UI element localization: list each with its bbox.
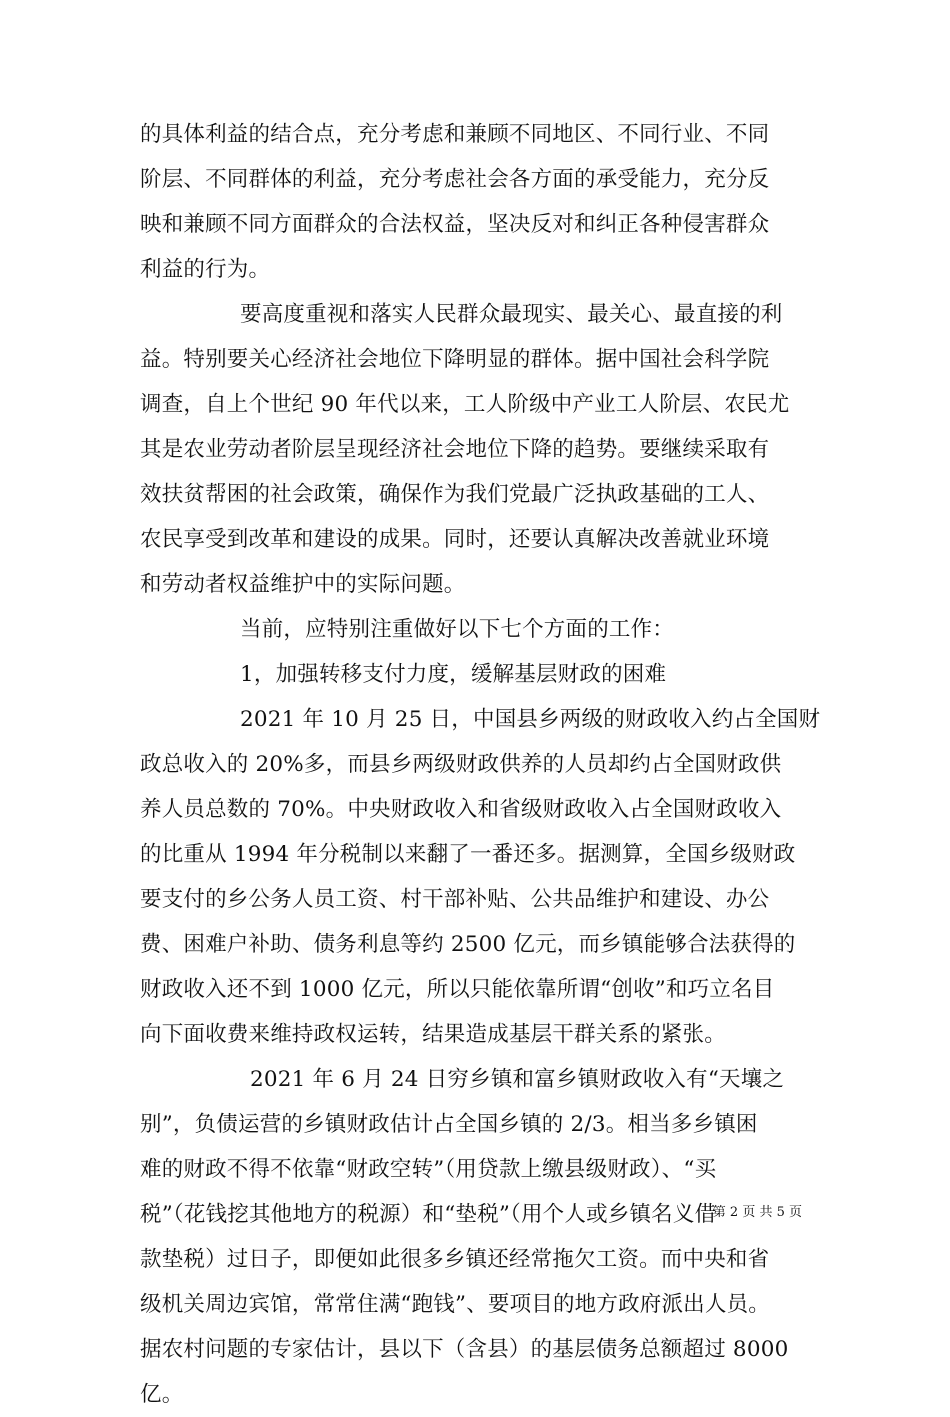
text-line: 要高度重视和落实人民群众最现实、最关心、最直接的利 xyxy=(240,302,783,327)
document-body xyxy=(140,112,820,1417)
text-line: 调查，自上个世纪 90 年代以来，工人阶级中产业工人阶层、农民尤 xyxy=(140,392,790,417)
text-line: 的比重从 1994 年分税制以来翻了一番还多。据测算，全国乡级财政 xyxy=(140,842,796,867)
text-line: 效扶贫帮困的社会政策，确保作为我们党最广泛执政基础的工人、 xyxy=(140,482,770,507)
text-line: 益。特别要关心经济社会地位下降明显的群体。据中国社会科学院 xyxy=(140,347,770,372)
text-line: 的具体利益的结合点，充分考虑和兼顾不同地区、不同行业、不同 xyxy=(140,122,770,147)
section-heading: 1，加强转移支付力度，缓解基层财政的困难 xyxy=(240,662,667,687)
text-line: 要支付的乡公务人员工资、村干部补贴、公共品维护和建设、办公 xyxy=(140,887,770,912)
text-line: 映和兼顾不同方面群众的合法权益，坚决反对和纠正各种侵害群众 xyxy=(140,212,770,237)
text-line: 2021 年 10 月 25 日，中国县乡两级的财政收入约占全国财 xyxy=(240,707,820,732)
text-line: 2021 年 6 月 24 日穷乡镇和富乡镇财政收入有“天壤之 xyxy=(250,1067,785,1092)
text-line: 其是农业劳动者阶层呈现经济社会地位下降的趋势。要继续采取有 xyxy=(140,437,770,462)
text-line: 费、困难户补助、债务利息等约 2500 亿元，而乡镇能够合法获得的 xyxy=(140,932,796,957)
text-line: 利益的行为。 xyxy=(140,257,271,282)
text-line: 难的财政不得不依靠“财政空转”（用贷款上缴县级财政）、“买 xyxy=(140,1157,717,1182)
text-line: 亿。 xyxy=(140,1382,184,1407)
page-number: 第 2 页 共 5 页 xyxy=(712,1205,802,1220)
text-line: 财政收入还不到 1000 亿元，所以只能依靠所谓“创收”和巧立名目 xyxy=(140,977,775,1002)
text-line: 级机关周边宾馆，常常住满“跑钱”、要项目的地方政府派出人员。 xyxy=(140,1292,770,1317)
text-line: 别”，负债运营的乡镇财政估计占全国乡镇的 2/3。相当多乡镇困 xyxy=(140,1112,758,1137)
text-line: 和劳动者权益维护中的实际问题。 xyxy=(140,572,466,597)
text-line: 当前，应特别注重做好以下七个方面的工作： xyxy=(240,617,675,642)
text-line: 税”（花钱挖其他地方的税源）和“垫税”（用个人或乡镇名义借 xyxy=(140,1202,717,1227)
text-line: 款垫税）过日子，即便如此很多乡镇还经常拖欠工资。而中央和省 xyxy=(140,1247,770,1272)
text-line: 阶层、不同群体的利益，充分考虑社会各方面的承受能力，充分反 xyxy=(140,167,770,192)
text-line: 向下面收费来维持政权运转，结果造成基层干群关系的紧张。 xyxy=(140,1022,726,1047)
text-line: 农民享受到改革和建设的成果。同时，还要认真解决改善就业环境 xyxy=(140,527,770,552)
text-line: 政总收入的 20%多，而县乡两级财政供养的人员却约占全国财政供 xyxy=(140,752,782,777)
text-line: 养人员总数的 70%。中央财政收入和省级财政收入占全国财政收入 xyxy=(140,797,782,822)
text-line: 据农村问题的专家估计，县以下（含县）的基层债务总额超过 8000 xyxy=(140,1337,789,1362)
